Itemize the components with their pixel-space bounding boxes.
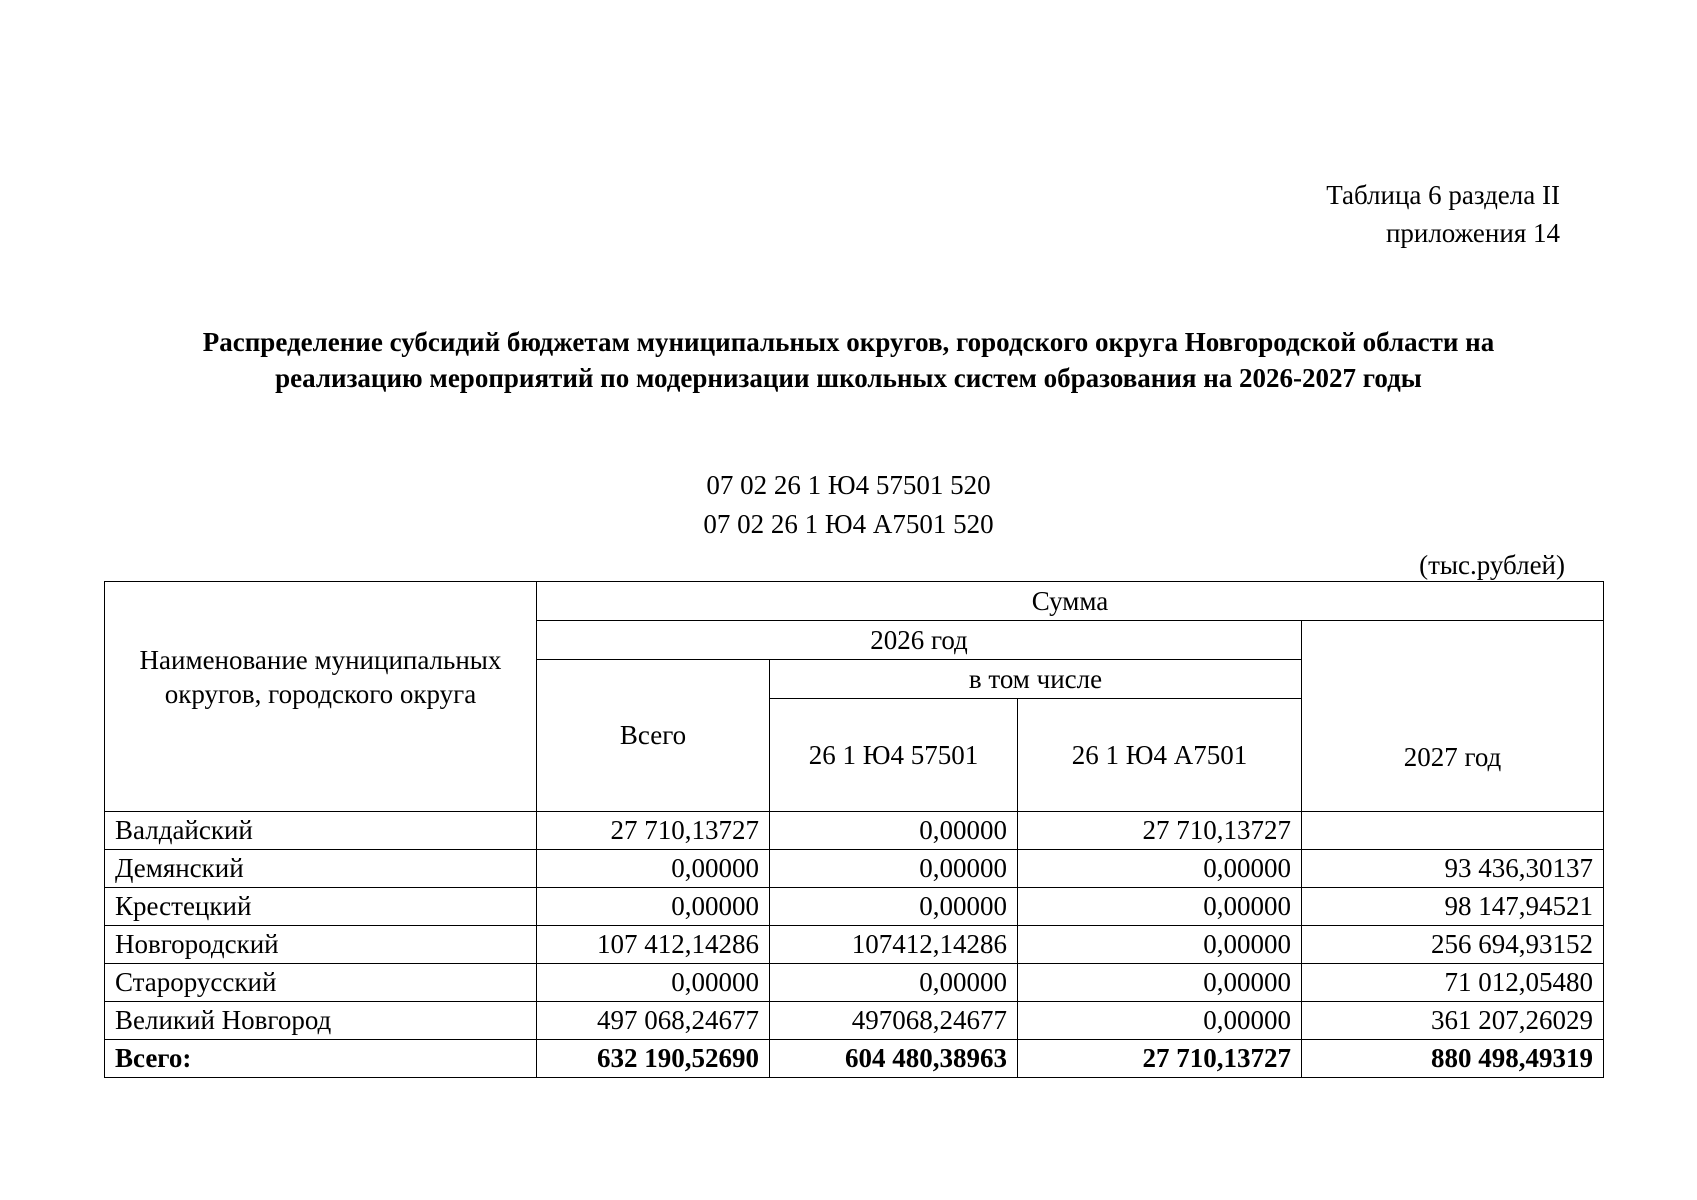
header-code-a7501: 26 1 Ю4 А7501 bbox=[1018, 699, 1302, 812]
budget-code-2: 07 02 26 1 Ю4 А7501 520 bbox=[703, 509, 994, 539]
row-name: Валдайский bbox=[105, 812, 537, 850]
row-code-57501: 0,00000 bbox=[770, 888, 1018, 926]
table-reference-note bbox=[1326, 176, 1560, 252]
row-code-57501: 107412,14286 bbox=[770, 926, 1018, 964]
subsidy-table bbox=[104, 581, 1604, 1078]
row-name: Старорусский bbox=[105, 964, 537, 1002]
budget-code-1: 07 02 26 1 Ю4 57501 520 bbox=[706, 470, 991, 500]
row-code-57501: 0,00000 bbox=[770, 964, 1018, 1002]
totals-total: 632 190,52690 bbox=[537, 1040, 770, 1078]
row-code-57501: 0,00000 bbox=[770, 850, 1018, 888]
row-total: 0,00000 bbox=[537, 888, 770, 926]
header-year-2027: 2027 год bbox=[1302, 621, 1604, 812]
table-row bbox=[105, 1002, 1604, 1040]
header-including: в том числе bbox=[770, 660, 1302, 699]
title-line-1: Распределение субсидий бюджетам муниципальных округов, городского округа Новгородской области на bbox=[202, 327, 1495, 357]
table-row bbox=[105, 850, 1604, 888]
table-row bbox=[105, 926, 1604, 964]
row-year-2027: 98 147,94521 bbox=[1302, 888, 1604, 926]
totals-row bbox=[105, 1040, 1604, 1078]
row-total: 107 412,14286 bbox=[537, 926, 770, 964]
row-name: Новгородский bbox=[105, 926, 537, 964]
row-name: Демянский bbox=[105, 850, 537, 888]
row-total: 0,00000 bbox=[537, 850, 770, 888]
row-code-a7501: 27 710,13727 bbox=[1018, 812, 1302, 850]
row-total: 0,00000 bbox=[537, 964, 770, 1002]
header-sum: Сумма bbox=[537, 582, 1604, 621]
row-code-57501: 0,00000 bbox=[770, 812, 1018, 850]
header-code-57501: 26 1 Ю4 57501 bbox=[770, 699, 1018, 812]
totals-code-57501: 604 480,38963 bbox=[770, 1040, 1018, 1078]
row-code-a7501: 0,00000 bbox=[1018, 964, 1302, 1002]
row-year-2027: 71 012,05480 bbox=[1302, 964, 1604, 1002]
header-total-2026: Всего bbox=[537, 660, 770, 812]
units-label: (тыс.рублей) bbox=[1419, 550, 1565, 580]
row-year-2027: 93 436,30137 bbox=[1302, 850, 1604, 888]
row-total: 27 710,13727 bbox=[537, 812, 770, 850]
row-name: Крестецкий bbox=[105, 888, 537, 926]
row-code-a7501: 0,00000 bbox=[1018, 926, 1302, 964]
row-code-a7501: 0,00000 bbox=[1018, 1002, 1302, 1040]
totals-year-2027: 880 498,49319 bbox=[1302, 1040, 1604, 1078]
totals-code-a7501: 27 710,13727 bbox=[1018, 1040, 1302, 1078]
header-year-2026: 2026 год bbox=[537, 621, 1302, 660]
table-row bbox=[105, 812, 1604, 850]
table-reference-line: Таблица 6 раздела II bbox=[1326, 180, 1560, 210]
row-name: Великий Новгород bbox=[105, 1002, 537, 1040]
budget-codes bbox=[0, 466, 1697, 544]
document-title bbox=[0, 324, 1697, 396]
row-year-2027: 361 207,26029 bbox=[1302, 1002, 1604, 1040]
row-code-57501: 497068,24677 bbox=[770, 1002, 1018, 1040]
title-line-2: реализацию мероприятий по модернизации школьных систем образования на 2026-2027 годы bbox=[275, 363, 1422, 393]
row-code-a7501: 0,00000 bbox=[1018, 888, 1302, 926]
appendix-reference-line: приложения 14 bbox=[1385, 218, 1560, 248]
row-total: 497 068,24677 bbox=[537, 1002, 770, 1040]
header-municipality-name: Наименование муниципальных округов, городского округа bbox=[105, 582, 537, 812]
totals-label: Всего: bbox=[105, 1040, 537, 1078]
row-code-a7501: 0,00000 bbox=[1018, 850, 1302, 888]
row-year-2027: 256 694,93152 bbox=[1302, 926, 1604, 964]
row-year-2027 bbox=[1302, 812, 1604, 850]
table-row bbox=[105, 888, 1604, 926]
table-row bbox=[105, 964, 1604, 1002]
